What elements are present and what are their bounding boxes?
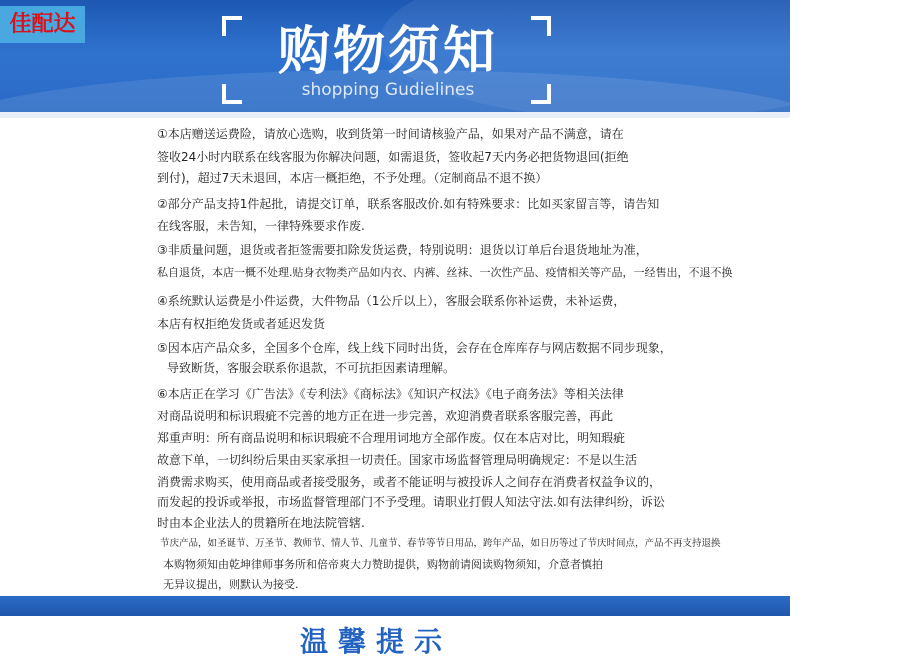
notice-line: 对商品说明和标识瑕疵不完善的地方正在进一步完善，欢迎消费者联系客服完善，再此 [157,409,614,423]
next-section-title: 温馨提示 [300,625,453,658]
page-subtitle: shopping Gudielines [301,80,475,100]
notice-line: ①本店赠送运费险，请放心选购，收到货第一时间请核验产品，如果对产品不满意，请在 [157,127,624,141]
notice-line: ③非质量问题，退货或者拒签需要扣除发货运费，特别说明：退货以订单后台退货地址为准， [157,243,648,257]
notice-line: 消费需求购买，使用商品或者接受服务，或者不能证明与被投诉人之间存在消费者权益争议的， [157,475,662,489]
notice-line: ②部分产品支持1件起批，请提交订单，联系客服改价.如有特殊要求：比如买家留言等，请告知 [157,197,660,211]
notice-line: 签收24小时内联系在线客服为你解决问题，如需退货，签收起7天内务必把货物退回(拒绝 [157,150,629,164]
notice-line: ⑤因本店产品众多，全国多个仓库，线上线下同时出货，会存在仓库库存与网店数据不同步现象， [157,341,672,355]
notice-line: 时由本企业法人的贯籍所在地法院管辖. [157,516,365,530]
notice-line: ⑥本店正在学习《广告法》《专利法》《商标法》《知识产权法》《电子商务法》等相关法律 [157,387,624,401]
brand-logo: 佳配达 [0,6,85,43]
notice-line: 本购物须知由乾坤律师事务所和倍帝爽大力赞助提供，购物前请阅读购物须知，介意者慎拍 [163,558,603,571]
notice-line: 而发起的投诉或举报，市场监督管理部门不予受理。请职业打假人知法守法.如有法律纠纷，诉讼 [157,495,665,509]
notice-line: ④系统默认运费是小件运费，大件物品（1公斤以上），客服会联系你补运费，未补运费， [157,294,626,308]
header-bottom-band [0,112,790,118]
notice-line: 故意下单，一切纠纷后果由买家承担一切责任。国家市场监督管理局明确规定：不是以生活 [157,453,638,467]
notice-line: 私自退货，本店一概不处理.贴身衣物类产品如内衣、内裤、丝袜、一次性产品、疫情相关等产品，一经售出，不退不换 [157,266,733,279]
notice-line: 无异议提出，则默认为接受. [163,578,299,591]
notice-line: 导致断货，客服会联系你退款，不可抗拒因素请理解。 [167,361,456,375]
footer-band [0,596,790,616]
notice-line: 在线客服，未告知，一律特殊要求作废. [157,219,365,233]
notice-line: 本店有权拒绝发货或者延迟发货 [157,317,326,331]
page-title: 购物须知 [277,22,498,82]
header-banner [0,0,790,118]
notice-line: 节庆产品，如圣诞节、万圣节、教师节、情人节、儿童节、春节等节日用品，跨年产品，如日历等过了节庆时间点，产品不再支持退换 [160,538,721,549]
notice-line: 郑重声明：所有商品说明和标识瑕疵不合理用词地方全部作废。仅在本店对比，明知瑕疵 [157,431,626,445]
notice-line: 到付)，超过7天未退回，本店一概拒绝，不予处理。（定制商品不退不换） [157,171,548,185]
